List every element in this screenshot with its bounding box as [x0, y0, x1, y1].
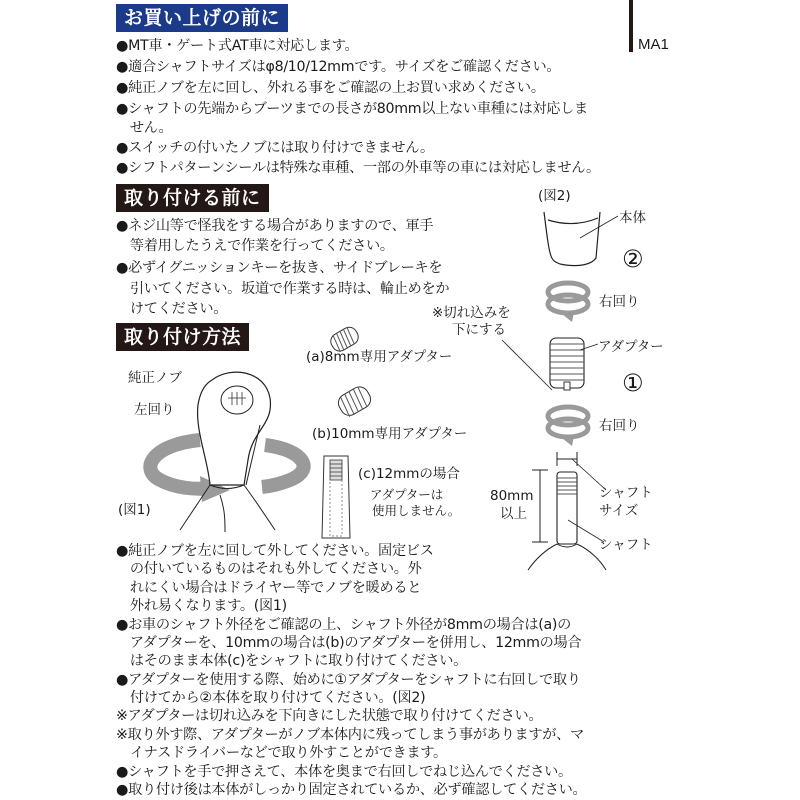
page-id-bar: [629, 0, 633, 52]
knob-body-12mm-icon: [318, 452, 354, 544]
notch-note-1: ※切れ込みを: [432, 305, 511, 321]
knob-body-cup-icon: [540, 210, 620, 270]
list-item: アダプターを、10mmの場合は(b)のアダプターを併用し、12mmの場合: [116, 635, 582, 651]
rotation-right-label-bottom: 右回り: [599, 418, 640, 434]
list-item: ●アダプターを使用する際、始めに①アダプターをシャフトに右回しで取り: [116, 672, 581, 688]
list-item: ※アダプターは切れ込みを下向きにした状態で取り付けてください。: [116, 708, 543, 724]
body-label: 本体: [619, 210, 646, 226]
list-item: 引いてください。坂道で作業する時は、輪止めをか: [116, 281, 450, 297]
adapter-c-label: (c)12mmの場合: [358, 466, 460, 482]
rotate-right-arrow-icon-lower: [544, 402, 594, 450]
list-item: ●シフトパターンシールは特殊な車種、一部の外車等の車には対応しません。: [116, 160, 600, 176]
list-item: けてください。: [116, 301, 228, 317]
list-item: ●純正ノブを左に回し、外れる事をご確認の上お買い求めください。: [116, 80, 545, 96]
list-item: の付いているものはそれも外してください。外: [116, 561, 422, 577]
adapter-label: アダプター: [598, 339, 664, 355]
shaft-label: シャフト: [599, 537, 653, 553]
list-item: ●MT車・ゲート式AT車に対応します。: [116, 38, 359, 54]
list-item: ●取り付け後は本体がしっかり固定されているか、必ず確認してください。: [116, 782, 587, 798]
page-id: MA1: [638, 36, 669, 53]
list-item: 付けてから②本体を取り付けてください。(図2): [116, 690, 426, 706]
section-header-before-purchase: お買い上げの前に: [116, 4, 288, 32]
adapter-detail-icon: [500, 338, 600, 398]
adapter-c-note-1: アダプターは: [370, 487, 444, 502]
length-value: 80mm: [490, 488, 534, 504]
notch-note-2: 下にする: [452, 322, 506, 338]
list-item: ●必ずイグニッションキーを抜き、サイドブレーキを: [116, 260, 443, 276]
step-2-marker: ②: [622, 245, 644, 273]
rotation-right-label-top: 右回り: [599, 294, 640, 310]
list-item: ●ネジ山等で怪我をする場合がありますので、軍手: [116, 218, 434, 234]
adapter-10mm-icon: [335, 382, 375, 422]
shaft-size-label-2: サイズ: [599, 503, 639, 519]
list-item: ●シャフトの先端からブーツまでの長さが80mm以上ない車種には対応しま: [116, 101, 588, 117]
list-item: ●スイッチの付いたノブには取り付けできません。: [116, 140, 434, 156]
list-item: れにくい場合はドライヤー等でノブを暖めると: [116, 580, 422, 596]
adapter-a-label: (a)8mm専用アダプター: [306, 349, 453, 365]
length-suffix: 以上: [500, 506, 527, 522]
list-item: ●純正ノブを左に回して外してください。固定ビス: [116, 543, 434, 559]
section-header-before-install: 取り付ける前に: [116, 184, 269, 212]
list-item: ●適合シャフトサイズはφ8/10/12mmです。サイズをご確認ください。: [116, 59, 561, 75]
list-item: 外れ易くなります。(図1): [116, 598, 287, 614]
list-item: はそのまま本体(c)をシャフトに取り付けてください。: [116, 653, 467, 669]
shaft-size-label-1: シャフト: [599, 485, 653, 501]
adapter-b-label: (b)10mm専用アダプター: [312, 426, 468, 442]
list-item: 等着用したうえで作業を行ってください。: [116, 238, 394, 254]
figure2-caption: (図2): [538, 188, 571, 204]
shift-knob-illustration: [140, 370, 310, 535]
rotate-right-arrow-icon: [544, 278, 594, 326]
step-1-marker: ①: [622, 369, 644, 397]
adapter-c-note-2: 使用しません。: [372, 503, 461, 518]
list-item: イナスドライバーなどで取り外すことができます。: [116, 745, 447, 761]
knob-label: 純正ノブ: [128, 370, 182, 386]
figure1-caption: (図1): [118, 502, 151, 518]
section-header-install-method: 取り付け方法: [116, 323, 249, 351]
list-item: ●お車のシャフト外径をご確認の上、シャフト外径が8mmの場合は(a)の: [116, 617, 571, 633]
rotation-left-label: 左回り: [134, 402, 175, 418]
list-item: ●シャフトを手で押さえて、本体を奥まで右回しでねじ込んでください。: [116, 764, 572, 780]
list-item: せん。: [116, 120, 173, 136]
list-item: ※取り外す際、アダプターがノブ本体内に残ってしまう事がありますが、マ: [116, 727, 584, 743]
